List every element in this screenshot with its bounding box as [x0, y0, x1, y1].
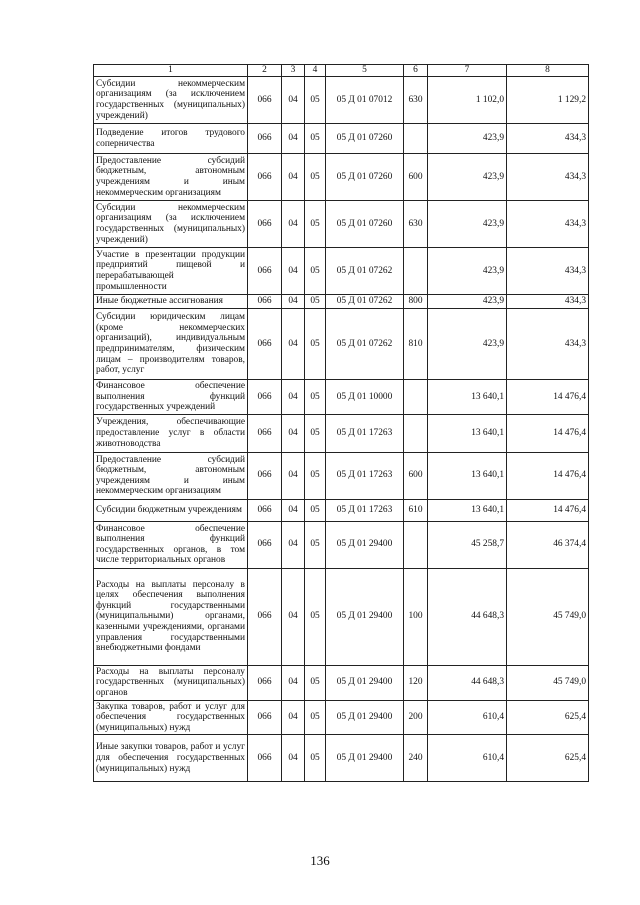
subsection-code-cell: 05 [305, 700, 326, 735]
item-name-cell: Финансовое обеспечение выполнения функций государственных органов, в том числе территориальных органов [94, 521, 248, 568]
section-code-cell: 04 [282, 201, 305, 248]
amount-cell: 610,4 [428, 735, 507, 782]
table-row [94, 499, 589, 521]
target-article-cell: 05 Д 01 07260 [326, 124, 404, 154]
section-code-cell: 04 [282, 309, 305, 380]
expense-type-cell [404, 248, 428, 295]
item-name-cell: Финансовое обеспечение выполнения функций государственных учреждений [94, 380, 248, 415]
ministry-code-cell: 066 [248, 700, 282, 735]
item-name-cell: Участие в презентации продукции предприятий пищевой и перерабатывающей промышленности [94, 248, 248, 295]
amount-cell: 14 476,4 [507, 414, 589, 452]
item-name-cell: Закупка товаров, работ и услуг для обеспечения государственных (муниципальных) нужд [94, 700, 248, 735]
expense-type-cell: 810 [404, 309, 428, 380]
target-article-cell: 05 Д 01 29400 [326, 665, 404, 700]
target-article-cell: 05 Д 01 07012 [326, 77, 404, 124]
table-row [94, 248, 589, 295]
subsection-code-cell: 05 [305, 309, 326, 380]
expense-type-cell: 200 [404, 700, 428, 735]
amount-cell: 434,3 [507, 248, 589, 295]
section-code-cell: 04 [282, 380, 305, 415]
subsection-code-cell: 05 [305, 380, 326, 415]
column-header: 8 [507, 65, 589, 77]
expense-type-cell: 100 [404, 568, 428, 665]
table-row [94, 735, 589, 782]
amount-cell: 14 476,4 [507, 499, 589, 521]
section-code-cell: 04 [282, 452, 305, 499]
amount-cell: 1 129,2 [507, 77, 589, 124]
amount-cell: 14 476,4 [507, 452, 589, 499]
ministry-code-cell: 066 [248, 735, 282, 782]
subsection-code-cell: 05 [305, 154, 326, 201]
ministry-code-cell: 066 [248, 248, 282, 295]
ministry-code-cell: 066 [248, 414, 282, 452]
item-name-cell: Учреждения, обеспечивающие предоставление услуг в области животноводства [94, 414, 248, 452]
ministry-code-cell: 066 [248, 201, 282, 248]
item-name-cell: Субсидии юридическим лицам (кроме некоммерческих организаций), индивидуальным предпринимателям, физическим лицам – производителям товаров, работ, услуг [94, 309, 248, 380]
target-article-cell: 05 Д 01 17263 [326, 452, 404, 499]
section-code-cell: 04 [282, 700, 305, 735]
column-header: 3 [282, 65, 305, 77]
item-name-cell: Субсидии некоммерческим организациям (за исключением государственных (муниципальных) учреждений) [94, 201, 248, 248]
amount-cell: 423,9 [428, 295, 507, 309]
amount-cell: 45 749,0 [507, 568, 589, 665]
target-article-cell: 05 Д 01 29400 [326, 521, 404, 568]
table-row [94, 154, 589, 201]
ministry-code-cell: 066 [248, 665, 282, 700]
section-code-cell: 04 [282, 248, 305, 295]
amount-cell: 625,4 [507, 700, 589, 735]
item-name-cell: Расходы на выплаты персоналу в целях обеспечения выполнения функций государственными (муниципальными) органами, казенными учреждениями, органами управления государственными внебюджетными фондами [94, 568, 248, 665]
amount-cell: 1 102,0 [428, 77, 507, 124]
section-code-cell: 04 [282, 521, 305, 568]
budget-table [93, 64, 589, 782]
section-code-cell: 04 [282, 499, 305, 521]
subsection-code-cell: 05 [305, 452, 326, 499]
column-header: 5 [326, 65, 404, 77]
amount-cell: 13 640,1 [428, 380, 507, 415]
target-article-cell: 05 Д 01 17263 [326, 414, 404, 452]
amount-cell: 13 640,1 [428, 452, 507, 499]
amount-cell: 423,9 [428, 248, 507, 295]
item-name-cell: Субсидии некоммерческим организациям (за исключением государственных (муниципальных) учреждений) [94, 77, 248, 124]
target-article-cell: 05 Д 01 29400 [326, 568, 404, 665]
amount-cell: 423,9 [428, 309, 507, 380]
expense-type-cell: 610 [404, 499, 428, 521]
item-name-cell: Иные закупки товаров, работ и услуг для обеспечения государственных (муниципальных) нужд [94, 735, 248, 782]
page-number: 136 [310, 853, 330, 868]
amount-cell: 423,9 [428, 154, 507, 201]
expense-type-cell [404, 521, 428, 568]
subsection-code-cell: 05 [305, 201, 326, 248]
expense-type-cell [404, 124, 428, 154]
amount-cell: 434,3 [507, 309, 589, 380]
amount-cell: 44 648,3 [428, 568, 507, 665]
target-article-cell: 05 Д 01 07262 [326, 248, 404, 295]
table-row [94, 700, 589, 735]
item-name-cell: Предоставление субсидий бюджетным, автономным учреждениям и иным некоммерческим организациям [94, 154, 248, 201]
column-header: 6 [404, 65, 428, 77]
column-header: 4 [305, 65, 326, 77]
ministry-code-cell: 066 [248, 568, 282, 665]
section-code-cell: 04 [282, 735, 305, 782]
table-row [94, 665, 589, 700]
table-row [94, 414, 589, 452]
expense-type-cell: 600 [404, 452, 428, 499]
item-name-cell: Расходы на выплаты персоналу государственных (муниципальных) органов [94, 665, 248, 700]
amount-cell: 45 258,7 [428, 521, 507, 568]
amount-cell: 13 640,1 [428, 499, 507, 521]
column-header: 1 [94, 65, 248, 77]
ministry-code-cell: 066 [248, 380, 282, 415]
amount-cell: 423,9 [428, 201, 507, 248]
section-code-cell: 04 [282, 568, 305, 665]
amount-cell: 45 749,0 [507, 665, 589, 700]
section-code-cell: 04 [282, 665, 305, 700]
item-name-cell: Предоставление субсидий бюджетным, автономным учреждениям и иным некоммерческим организациям [94, 452, 248, 499]
section-code-cell: 04 [282, 154, 305, 201]
subsection-code-cell: 05 [305, 124, 326, 154]
subsection-code-cell: 05 [305, 665, 326, 700]
ministry-code-cell: 066 [248, 521, 282, 568]
table-header-row [94, 65, 589, 77]
section-code-cell: 04 [282, 295, 305, 309]
amount-cell: 434,3 [507, 295, 589, 309]
amount-cell: 423,9 [428, 124, 507, 154]
expense-type-cell [404, 414, 428, 452]
table-row [94, 309, 589, 380]
column-header: 7 [428, 65, 507, 77]
expense-type-cell [404, 380, 428, 415]
amount-cell: 13 640,1 [428, 414, 507, 452]
ministry-code-cell: 066 [248, 77, 282, 124]
section-code-cell: 04 [282, 124, 305, 154]
amount-cell: 610,4 [428, 700, 507, 735]
target-article-cell: 05 Д 01 07262 [326, 295, 404, 309]
table-row [94, 295, 589, 309]
target-article-cell: 05 Д 01 29400 [326, 735, 404, 782]
table-row [94, 77, 589, 124]
target-article-cell: 05 Д 01 07260 [326, 201, 404, 248]
expense-type-cell: 600 [404, 154, 428, 201]
amount-cell: 434,3 [507, 201, 589, 248]
expense-type-cell: 800 [404, 295, 428, 309]
amount-cell: 44 648,3 [428, 665, 507, 700]
ministry-code-cell: 066 [248, 499, 282, 521]
subsection-code-cell: 05 [305, 77, 326, 124]
amount-cell: 434,3 [507, 124, 589, 154]
amount-cell: 46 374,4 [507, 521, 589, 568]
table-row [94, 380, 589, 415]
item-name-cell: Подведение итогов трудового соперничества [94, 124, 248, 154]
subsection-code-cell: 05 [305, 521, 326, 568]
amount-cell: 14 476,4 [507, 380, 589, 415]
subsection-code-cell: 05 [305, 735, 326, 782]
ministry-code-cell: 066 [248, 452, 282, 499]
expense-type-cell: 120 [404, 665, 428, 700]
table-row [94, 201, 589, 248]
target-article-cell: 05 Д 01 07262 [326, 309, 404, 380]
column-header: 2 [248, 65, 282, 77]
ministry-code-cell: 066 [248, 295, 282, 309]
subsection-code-cell: 05 [305, 568, 326, 665]
ministry-code-cell: 066 [248, 124, 282, 154]
subsection-code-cell: 05 [305, 499, 326, 521]
subsection-code-cell: 05 [305, 295, 326, 309]
target-article-cell: 05 Д 01 07260 [326, 154, 404, 201]
expense-type-cell: 240 [404, 735, 428, 782]
item-name-cell: Иные бюджетные ассигнования [94, 295, 248, 309]
subsection-code-cell: 05 [305, 248, 326, 295]
table-row [94, 452, 589, 499]
expense-type-cell: 630 [404, 201, 428, 248]
table-row [94, 124, 589, 154]
target-article-cell: 05 Д 01 29400 [326, 700, 404, 735]
amount-cell: 434,3 [507, 154, 589, 201]
ministry-code-cell: 066 [248, 309, 282, 380]
subsection-code-cell: 05 [305, 414, 326, 452]
amount-cell: 625,4 [507, 735, 589, 782]
ministry-code-cell: 066 [248, 154, 282, 201]
section-code-cell: 04 [282, 414, 305, 452]
target-article-cell: 05 Д 01 17263 [326, 499, 404, 521]
section-code-cell: 04 [282, 77, 305, 124]
table-row [94, 568, 589, 665]
target-article-cell: 05 Д 01 10000 [326, 380, 404, 415]
expense-type-cell: 630 [404, 77, 428, 124]
item-name-cell: Субсидии бюджетным учреждениям [94, 499, 248, 521]
table-row [94, 521, 589, 568]
